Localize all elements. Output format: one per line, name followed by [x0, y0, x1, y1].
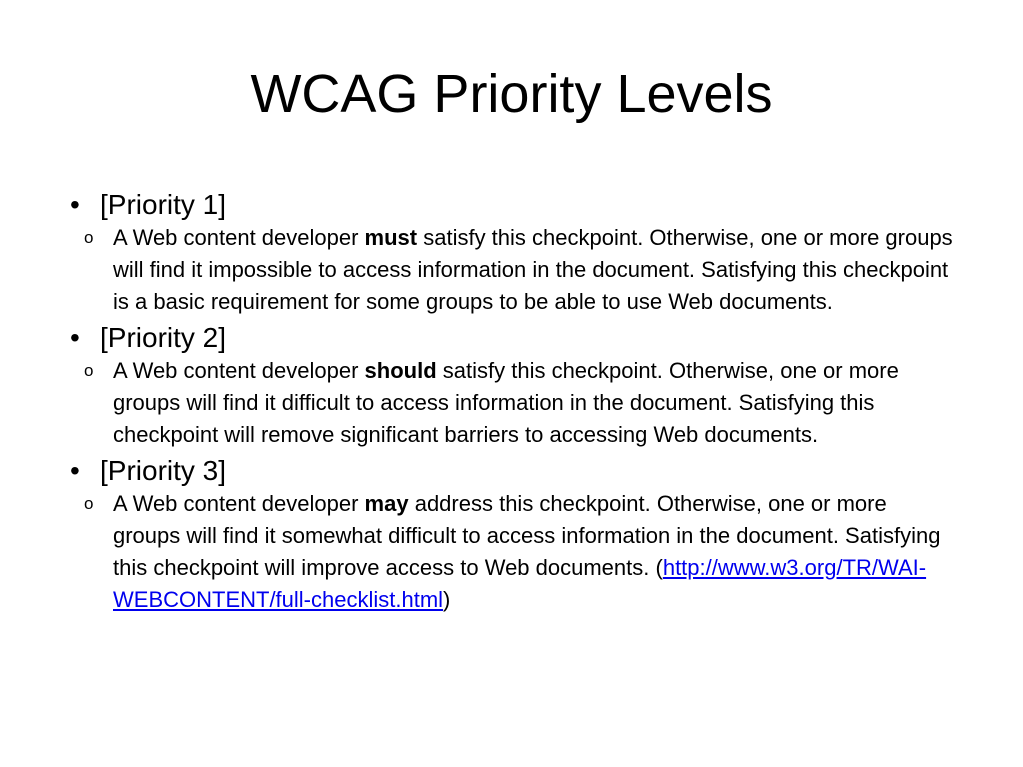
priority-3-label: [Priority 3] — [100, 455, 227, 486]
priority-1-label: [Priority 1] — [100, 189, 227, 220]
priority-2-keyword: should — [364, 358, 437, 383]
bullet-icon: • — [70, 455, 80, 486]
priority-3-description — [84, 488, 990, 616]
priority-1-desc-start: A Web content developer — [113, 225, 365, 250]
bullet-list — [70, 186, 990, 617]
priority-1-description — [84, 222, 990, 318]
priority-2-desc-rest: satisfy this checkpoint. Otherwise, one or more groups will find it difficult to access information in the document. Satisfying this checkpoint will remove significant barriers to accessing Web documents. — [113, 358, 899, 447]
priority-3-keyword: may — [364, 491, 409, 516]
checklist-link[interactable]: http://www.w3.org/TR/WAI-WEBCONTENT/full-checklist.html — [113, 555, 927, 612]
priority-3-item — [70, 452, 990, 489]
sub-bullet-icon: o — [84, 361, 94, 380]
priority-2-description — [84, 355, 990, 451]
priority-3-desc-end: ) — [443, 587, 451, 612]
priority-1-desc-rest: satisfy this checkpoint. Otherwise, one or more groups will find it impossible to access information in the document. Satisfying this checkpoint is a basic requirement for some groups to be able to use Web documents. — [113, 225, 953, 314]
bullet-icon: • — [70, 189, 80, 220]
sub-bullet-icon: o — [84, 494, 94, 513]
priority-2-label: [Priority 2] — [100, 322, 227, 353]
priority-3-desc-start: A Web content developer — [113, 491, 365, 516]
priority-2-desc-start: A Web content developer — [113, 358, 365, 383]
priority-1-item — [70, 186, 990, 223]
priority-2-item — [70, 319, 990, 356]
sub-bullet-icon: o — [84, 228, 94, 247]
bullet-icon: • — [70, 322, 80, 353]
priority-1-keyword: must — [364, 225, 418, 250]
slide-title: WCAG Priority Levels — [250, 64, 773, 124]
priority-3-desc-rest: address this checkpoint. Otherwise, one or more groups will find it somewhat difficult to access information in the document. Satisfying this checkpoint will improve access to Web documents. ( — [113, 491, 941, 580]
